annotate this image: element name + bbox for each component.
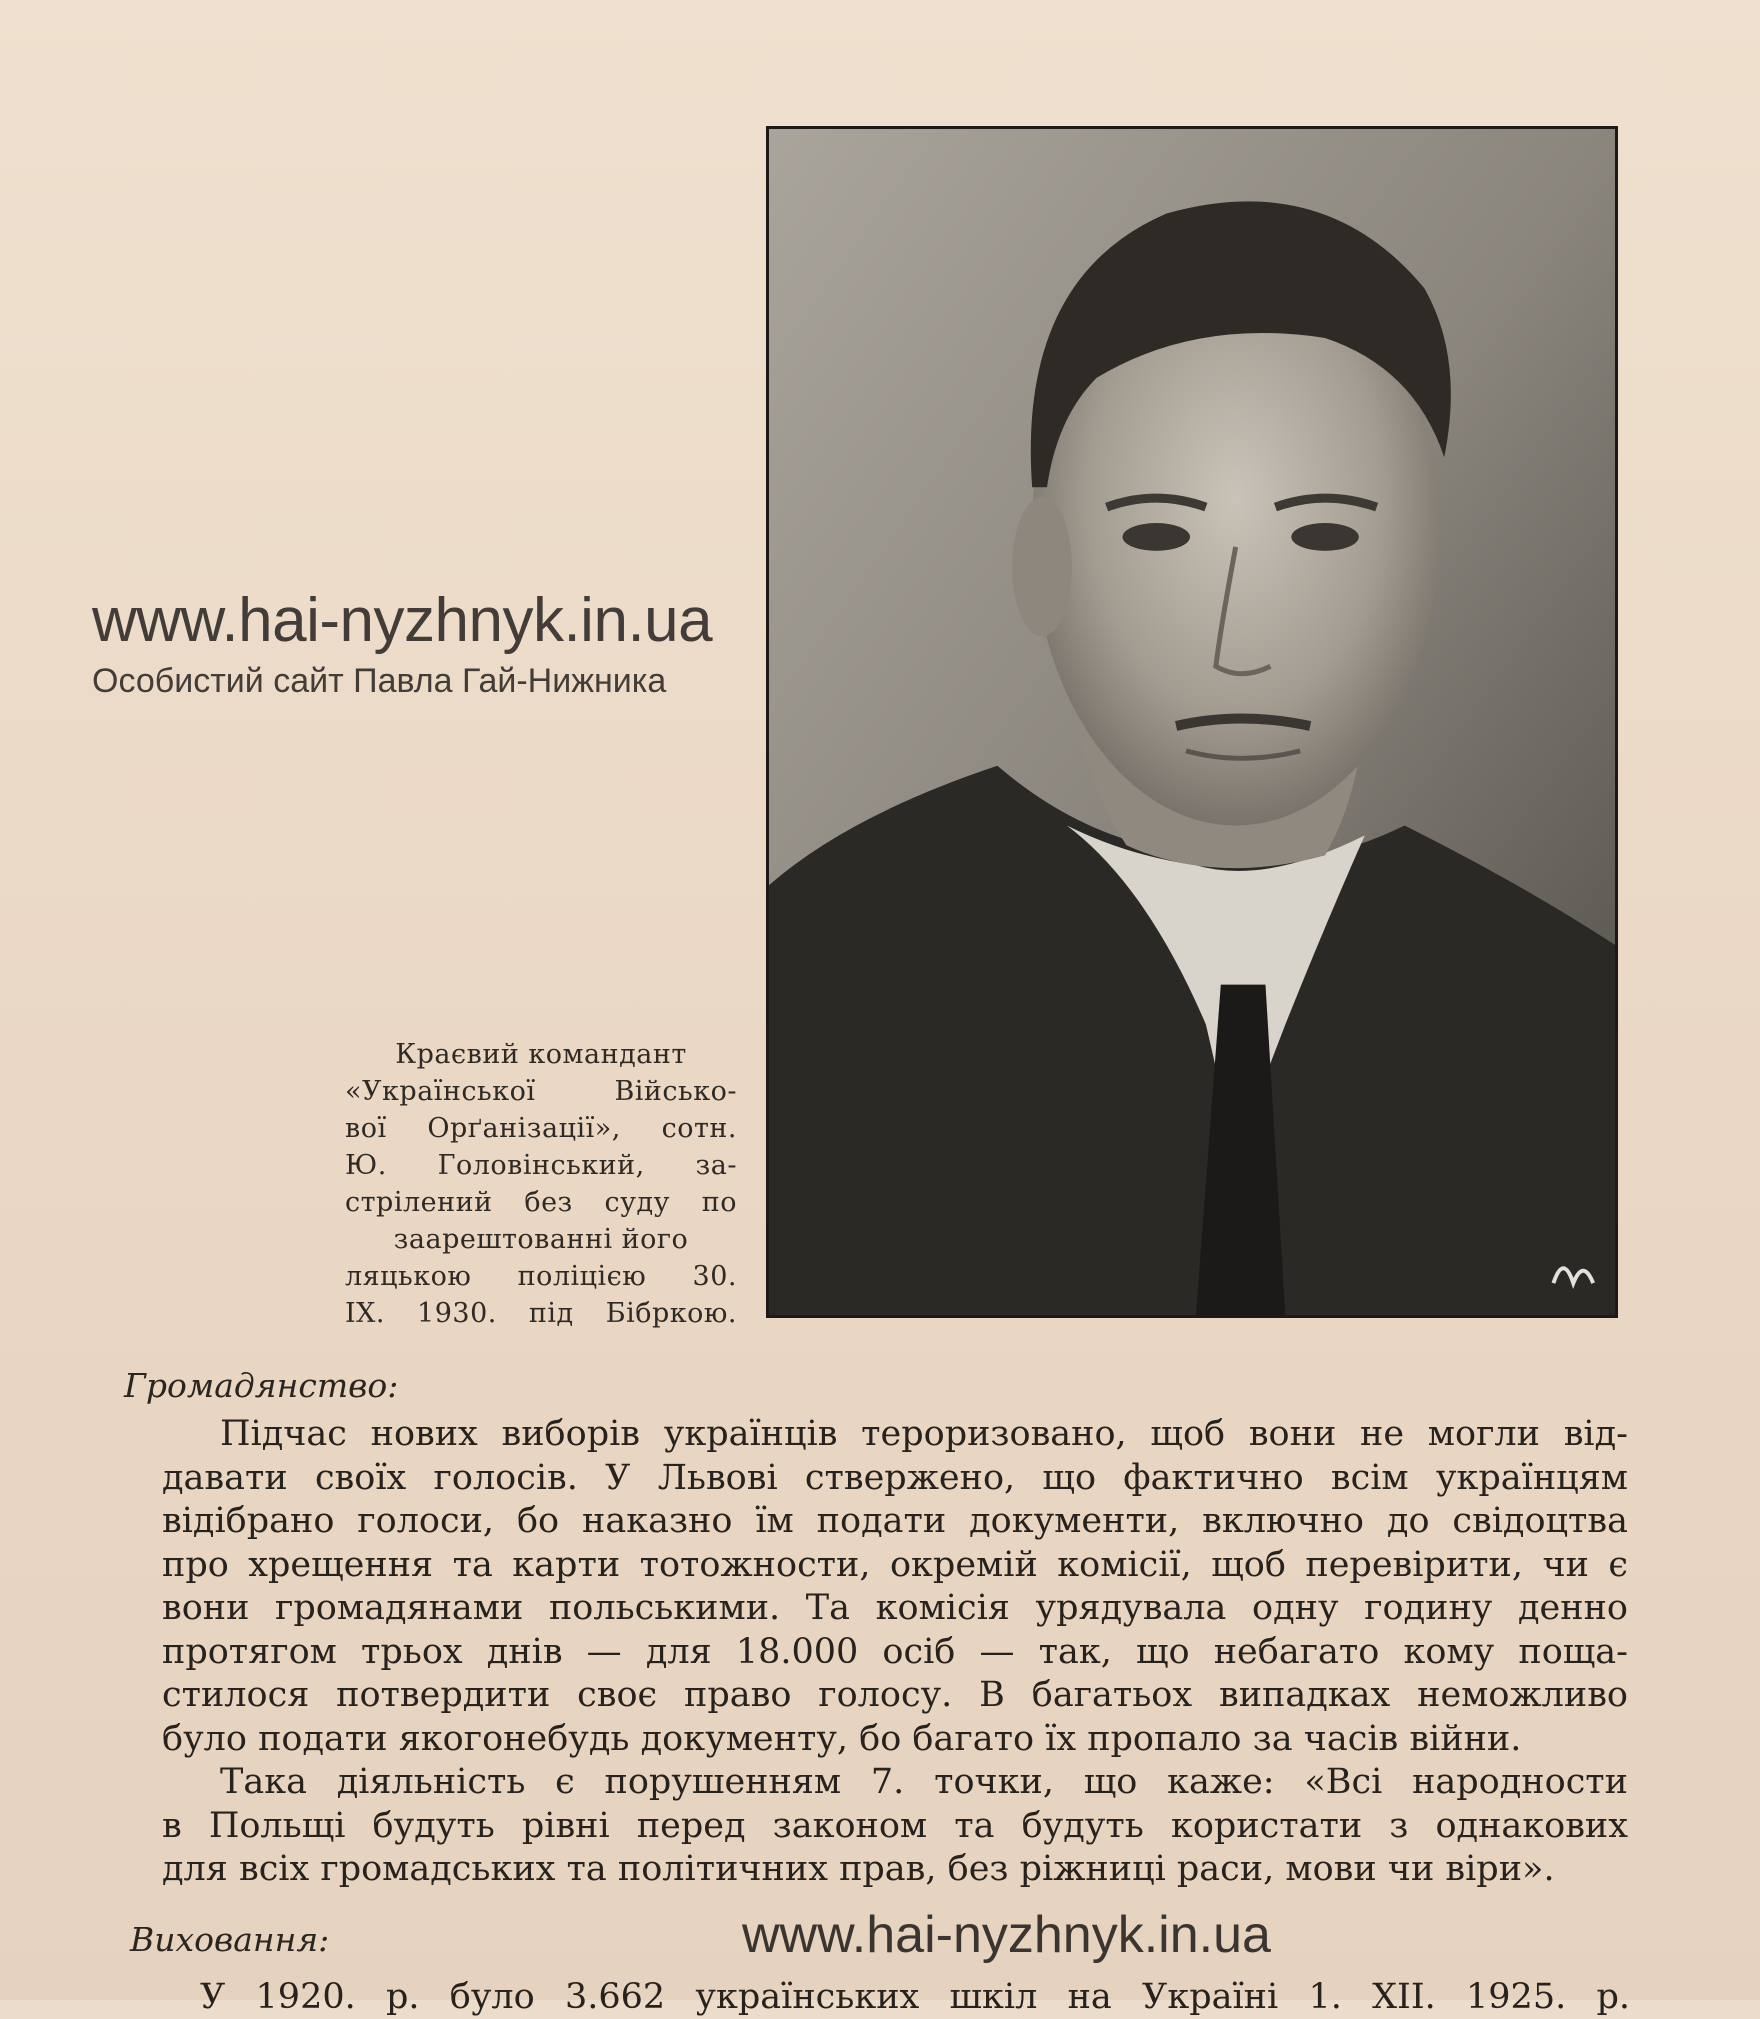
portrait-icon	[769, 129, 1615, 1315]
photo-caption	[345, 1036, 737, 1332]
text-line: стилося потвердити своє право голосу. В багатьох випадках неможливо	[162, 1675, 1628, 1715]
text-line-partial: У 1920. р. було 3.662 українських шкіл на Україні 1. XII. 1925. р.	[200, 1977, 1630, 2017]
text-line: для всіх громадських та політичних прав, без ріжниці раси, мови чи віри».	[162, 1849, 1555, 1889]
caption-line: стрілений без суду по	[345, 1187, 737, 1218]
watermark-url: www.hai-nyzhnyk.in.ua	[92, 586, 713, 655]
caption-line: «Української Військо-	[345, 1076, 737, 1107]
text-line: вони громадянами польськими. Та комісія урядувала одну годину денно	[162, 1588, 1628, 1628]
text-line: Підчас нових виборів українців тероризовано, щоб вони не могли від-	[220, 1414, 1628, 1454]
portrait-photo	[766, 126, 1618, 1318]
text-line: відібрано голоси, бо наказно їм подати документи, включно до свідоцтва	[162, 1501, 1628, 1541]
section-heading-education: Виховання:	[130, 1920, 330, 1959]
text-line: про хрещення та карти тотожности, окремій комісії, щоб перевірити, чи є	[162, 1544, 1628, 1585]
text-line: Така діяльність є порушенням 7. точки, що каже: «Всі народности	[220, 1762, 1628, 1802]
watermark-subtitle: Особистий сайт Павла Гай-Нижника	[92, 662, 667, 700]
watermark-bottom-url: www.hai-nyzhnyk.in.ua	[742, 1906, 1271, 1964]
caption-line: Ю. Головінський, за-	[345, 1150, 737, 1181]
text-line: давати своїх голосів. У Львові ствержено, що фактично всім українцям	[162, 1457, 1628, 1498]
paragraph-citizenship-1	[162, 1413, 1628, 1892]
text-line: протягом трьох днів — для 18.000 осіб — так, що небагато кому поща-	[162, 1631, 1628, 1672]
caption-line: ляцькою поліцією 30.	[345, 1261, 737, 1292]
caption-line: заарештованні його	[393, 1224, 689, 1255]
caption-line: IX. 1930. під Бібркою.	[345, 1298, 737, 1329]
caption-line: Краєвий командант	[395, 1039, 687, 1070]
text-line: в Польщі будуть рівні перед законом та будуть користати з однакових	[162, 1805, 1628, 1846]
text-line: було подати якогонебудь документу, бо багато їх пропало за часів війни.	[162, 1718, 1522, 1759]
caption-line: вої Орґанізації», сотн.	[345, 1113, 737, 1144]
watermark	[92, 586, 762, 700]
section-heading-citizenship: Громадянство:	[124, 1366, 399, 1405]
